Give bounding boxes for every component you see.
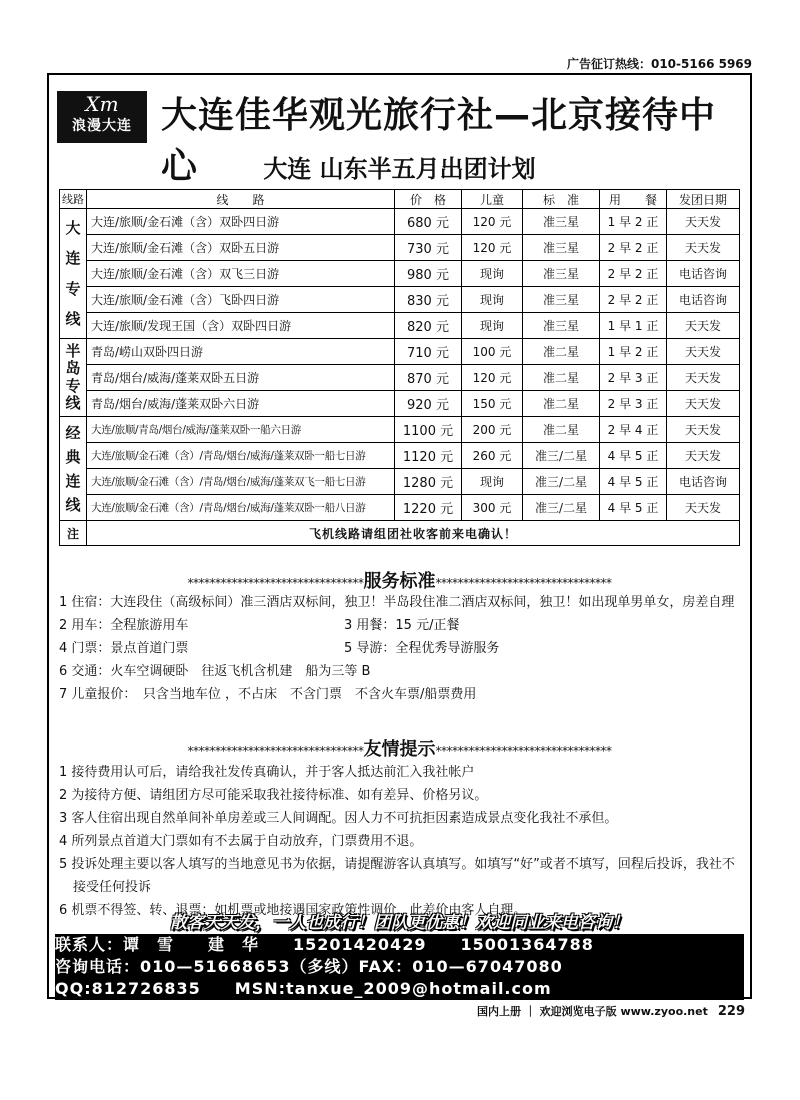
- contact-line-2: 咨询电话：010—51668653（多线）FAX：010—67047080: [55, 956, 744, 978]
- standard-cell: 准三星: [523, 235, 600, 261]
- date-cell: 电话咨询: [667, 287, 740, 313]
- standard-cell: 准二星: [523, 391, 600, 417]
- routes-body: [60, 209, 740, 521]
- service-meal: 3 用餐：15 元/正餐: [344, 618, 460, 633]
- service-car: 2 用车：全程旅游用车: [59, 618, 189, 633]
- date-cell: 天天发: [667, 235, 740, 261]
- route-cell: 大连/旅顺/金石滩（含）/青岛/烟台/威海/蓬莱双飞一船七日游: [87, 469, 395, 495]
- standard-cell: 准三/二星: [523, 469, 600, 495]
- note-row: [60, 521, 740, 546]
- col-header-price: 价 格: [395, 190, 462, 209]
- child-price-cell: 现询: [462, 261, 523, 287]
- child-price-cell: 150 元: [462, 391, 523, 417]
- route-cell: 大连/旅顺/金石滩（含）双飞三日游: [87, 261, 395, 287]
- ad-frame: [47, 73, 752, 999]
- table-row: [60, 469, 740, 495]
- tips-title: 友情提示: [363, 739, 436, 760]
- table-row: [60, 209, 740, 235]
- route-cell: 青岛/烟台/威海/蓬莱双卧六日游: [87, 391, 395, 417]
- child-price-cell: 200 元: [462, 417, 523, 443]
- col-header-meal: 用 餐: [600, 190, 667, 209]
- meal-cell: 2 早 2 正: [600, 261, 667, 287]
- table-header-row: [60, 190, 740, 209]
- service-row: [59, 614, 744, 637]
- meal-cell: 1 早 1 正: [600, 313, 667, 339]
- price-cell: 730 元: [395, 235, 462, 261]
- date-cell: 天天发: [667, 209, 740, 235]
- agency-name: 大连佳华观光旅行社—北京接待中心: [161, 95, 717, 187]
- price-cell: 710 元: [395, 339, 462, 365]
- date-cell: 天天发: [667, 365, 740, 391]
- service-title: 服务标准: [363, 571, 436, 592]
- route-group-label: 经典连线: [60, 417, 87, 521]
- page-number: 229: [717, 1004, 745, 1019]
- service-stars-left: ********************************: [187, 576, 364, 590]
- tip-item: 3 客人住宿出现自然单间补单房差或三人间调配。因人力不可抗拒因素造成景点变化我社不承但。: [59, 811, 618, 826]
- route-cell: 大连/旅顺/金石滩（含）双卧五日游: [87, 235, 395, 261]
- route-cell: 大连/旅顺/金石滩（含）/青岛/烟台/威海/蓬莱双卧一船八日游: [87, 495, 395, 521]
- meal-cell: 1 早 2 正: [600, 209, 667, 235]
- price-cell: 920 元: [395, 391, 462, 417]
- service-list: [59, 591, 744, 706]
- tips-stars-right: ********************************: [435, 744, 612, 758]
- date-cell: 电话咨询: [667, 469, 740, 495]
- col-header-date: 发团日期: [667, 190, 740, 209]
- col-header-group: 线路: [60, 190, 87, 209]
- table-row: [60, 417, 740, 443]
- tip-item: 2 为接待方便、请组团方尽可能采取我社接待标准、如有差异、价格另议。: [59, 788, 488, 803]
- meal-cell: 2 早 4 正: [600, 417, 667, 443]
- table-row: [60, 365, 740, 391]
- page-footer: [477, 1003, 745, 1019]
- table-row: [60, 287, 740, 313]
- welcome-slogan: 散客天天发，一人也成行！团队更优惠！欢迎同业来电咨询！: [170, 913, 629, 933]
- footer-text: 国内上册 ｜ 欢迎浏览电子版 www.zyoo.net: [476, 1005, 708, 1018]
- route-cell: 大连/旅顺/青岛/烟台/威海/蓬莱双卧一船六日游: [87, 417, 395, 443]
- route-cell: 大连/旅顺/金石滩（含）/青岛/烟台/威海/蓬莱双卧一船七日游: [87, 443, 395, 469]
- standard-cell: 准二星: [523, 365, 600, 391]
- col-header-route: 线 路: [87, 190, 395, 209]
- date-cell: 天天发: [667, 443, 740, 469]
- tip-item: 4 所列景点首道大门票如有不去属于自动放弃，门票费用不退。: [59, 834, 423, 849]
- tips-heading: [49, 735, 750, 761]
- standard-cell: 准三星: [523, 287, 600, 313]
- date-cell: 天天发: [667, 313, 740, 339]
- standard-cell: 准二星: [523, 339, 600, 365]
- col-header-standard: 标 准: [523, 190, 600, 209]
- date-cell: 电话咨询: [667, 261, 740, 287]
- route-cell: 大连/旅顺/金石滩（含）飞卧四日游: [87, 287, 395, 313]
- tip-item: 5 投诉处理主要以客人填写的当地意见书为依据，请提醒游客认真填写。如填写“好”或者不填写，回程后投诉，我社不接受任何投诉: [59, 857, 735, 895]
- service-heading: [49, 567, 750, 593]
- child-price-cell: 120 元: [462, 209, 523, 235]
- note-text: 飞机线路请组团社收客前来电确认！: [87, 521, 740, 546]
- logo: [57, 91, 147, 143]
- table-row: [60, 443, 740, 469]
- route-group-label: 半岛专线: [60, 339, 87, 417]
- child-price-cell: 120 元: [462, 365, 523, 391]
- standard-cell: 准三星: [523, 261, 600, 287]
- child-price-cell: 现询: [462, 469, 523, 495]
- price-cell: 1220 元: [395, 495, 462, 521]
- ad-hotline: 广告征订热线：010-5166 5969: [566, 57, 752, 71]
- standard-cell: 准三星: [523, 209, 600, 235]
- route-cell: 大连/旅顺/发现王国（含）双卧四日游: [87, 313, 395, 339]
- tip-item: 6 机票不得签、转、退票；如机票或地接遇国家政策性调价，此差价由客人自理。: [59, 903, 527, 918]
- service-row: [59, 637, 744, 660]
- child-price-cell: 100 元: [462, 339, 523, 365]
- service-guide: 5 导游：全程优秀导游服务: [344, 641, 500, 656]
- child-price-cell: 300 元: [462, 495, 523, 521]
- meal-cell: 4 早 5 正: [600, 495, 667, 521]
- meal-cell: 4 早 5 正: [600, 469, 667, 495]
- child-price-cell: 120 元: [462, 235, 523, 261]
- date-cell: 天天发: [667, 339, 740, 365]
- meal-cell: 1 早 2 正: [600, 339, 667, 365]
- child-price-cell: 现询: [462, 287, 523, 313]
- plan-title: 大连 山东半五月出团计划: [263, 155, 536, 183]
- meal-cell: 2 早 2 正: [600, 235, 667, 261]
- table-row: [60, 235, 740, 261]
- contact-line-3: QQ:812726835 MSN:tanxue_2009@hotmail.com: [55, 978, 744, 1000]
- standard-cell: 准三/二星: [523, 495, 600, 521]
- table-row: [60, 313, 740, 339]
- meal-cell: 2 早 2 正: [600, 287, 667, 313]
- tip-item: 1 接待费用认可后，请给我社发传真确认，并于客人抵达前汇入我社帐户: [59, 765, 475, 780]
- route-cell: 青岛/烟台/威海/蓬莱双卧五日游: [87, 365, 395, 391]
- contact-line-1: 联系人：谭 雪 建 华 15201420429 15001364788: [55, 934, 744, 956]
- date-cell: 天天发: [667, 391, 740, 417]
- service-child: 7 儿童报价： 只含当地车位 ，不占床 不含门票 不含火车票/船票费用: [59, 687, 477, 702]
- tips-stars-left: ********************************: [187, 744, 364, 758]
- price-cell: 1100 元: [395, 417, 462, 443]
- service-stars-right: ********************************: [435, 576, 612, 590]
- price-cell: 1280 元: [395, 469, 462, 495]
- table-row: [60, 495, 740, 521]
- standard-cell: 准三星: [523, 313, 600, 339]
- date-cell: 天天发: [667, 417, 740, 443]
- tips-list: [59, 761, 744, 922]
- standard-cell: 准二星: [523, 417, 600, 443]
- price-cell: 820 元: [395, 313, 462, 339]
- route-group-label: 大连专线: [60, 209, 87, 339]
- meal-cell: 4 早 5 正: [600, 443, 667, 469]
- price-cell: 1120 元: [395, 443, 462, 469]
- standard-cell: 准三/二星: [523, 443, 600, 469]
- route-cell: 大连/旅顺/金石滩（含）双卧四日游: [87, 209, 395, 235]
- routes-table: [59, 189, 740, 546]
- meal-cell: 2 早 3 正: [600, 365, 667, 391]
- child-price-cell: 260 元: [462, 443, 523, 469]
- logo-text: 浪漫大连: [72, 118, 132, 134]
- table-row: [60, 391, 740, 417]
- col-header-child: 儿童: [462, 190, 523, 209]
- price-cell: 680 元: [395, 209, 462, 235]
- table-row: [60, 339, 740, 365]
- note-label: 注: [60, 521, 87, 546]
- date-cell: 天天发: [667, 495, 740, 521]
- service-traffic: 6 交通：火车空调硬卧 往返飞机含机建 船为三等 B: [59, 664, 371, 679]
- price-cell: 870 元: [395, 365, 462, 391]
- service-lodging: 1 住宿：大连段住（高级标间）准三酒店双标间，独卫！半岛段住准二酒店双标间，独卫！如出现单男单女，房差自理: [59, 595, 735, 610]
- price-cell: 830 元: [395, 287, 462, 313]
- service-ticket: 4 门票：景点首道门票: [59, 641, 189, 656]
- meal-cell: 2 早 3 正: [600, 391, 667, 417]
- route-cell: 青岛/崂山双卧四日游: [87, 339, 395, 365]
- table-row: [60, 261, 740, 287]
- child-price-cell: 现询: [462, 313, 523, 339]
- logo-mark: Xm: [85, 92, 119, 116]
- price-cell: 980 元: [395, 261, 462, 287]
